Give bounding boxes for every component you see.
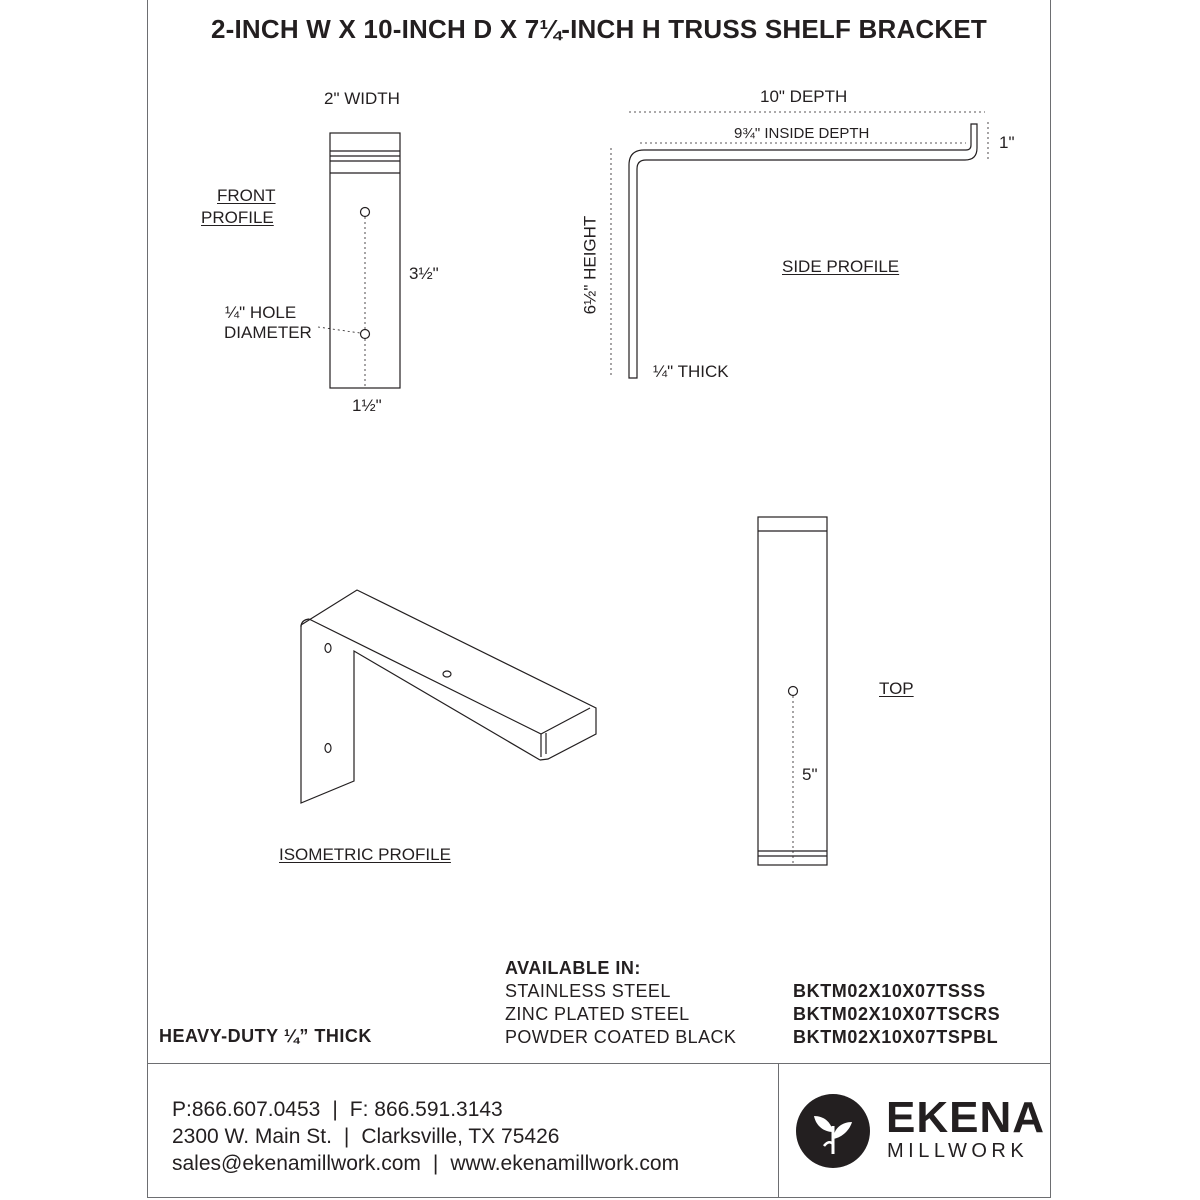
material-option: STAINLESS STEEL <box>505 981 671 1001</box>
top-view-drawing <box>758 517 827 865</box>
inside-depth-label: 9¾" INSIDE DEPTH <box>734 125 870 142</box>
separator: | <box>343 1125 350 1148</box>
thick-label: ¼" THICK <box>653 362 729 381</box>
side-profile-title: SIDE PROFILE <box>782 257 900 276</box>
footer-divider <box>147 1063 1051 1064</box>
product-code: BKTM02X10X07TSPBL <box>793 1027 999 1047</box>
hole-label-line2: DIAMETER <box>224 323 312 342</box>
page-title: 2-INCH W X 10-INCH D X 7¼-INCH H TRUSS SHELF BRACKET <box>210 14 988 44</box>
side-profile-drawing <box>611 112 988 378</box>
fax-number: F: 866.591.3143 <box>349 1098 503 1121</box>
city-address: Clarksville, TX 75426 <box>361 1125 560 1148</box>
product-code: BKTM02X10X07TSSS <box>793 981 986 1001</box>
availability-heading: AVAILABLE IN: <box>505 958 641 978</box>
front-width-label: 2" WIDTH <box>324 89 400 108</box>
contact-web-row <box>172 1152 679 1176</box>
street-address: 2300 W. Main St. <box>172 1125 332 1148</box>
lip-label: 1" <box>999 133 1015 152</box>
heavy-duty-label: HEAVY-DUTY ¼” THICK <box>159 1026 372 1046</box>
email-link[interactable]: sales@ekenamillwork.com <box>172 1152 421 1175</box>
hole-label-line1: ¼" HOLE <box>225 303 297 322</box>
front-profile-title-line1: FRONT <box>217 186 276 205</box>
material-option: ZINC PLATED STEEL <box>505 1004 690 1024</box>
front-profile-drawing <box>318 133 400 388</box>
ekena-leaf-logo-icon <box>794 1092 872 1170</box>
separator: | <box>432 1152 439 1175</box>
top-view-title: TOP <box>879 679 914 698</box>
brand-subtitle: MILLWORK <box>887 1140 1029 1162</box>
hole-spacing-label: 3½" <box>409 264 439 283</box>
front-profile-title-line2: PROFILE <box>201 208 274 227</box>
material-option: POWDER COATED BLACK <box>505 1027 737 1047</box>
website-link[interactable]: www.ekenamillwork.com <box>450 1152 680 1175</box>
product-code: BKTM02X10X07TSCRS <box>793 1004 1001 1024</box>
isometric-drawing <box>301 590 596 803</box>
depth-label: 10" DEPTH <box>760 87 848 106</box>
top-view-dim: 5" <box>802 765 818 784</box>
brand-name: EKENA <box>886 1093 1046 1142</box>
isometric-title: ISOMETRIC PROFILE <box>279 845 451 864</box>
contact-phone-row <box>172 1098 503 1122</box>
front-bottom-dim: 1½" <box>352 396 382 415</box>
phone-number[interactable]: P:866.607.0453 <box>172 1098 321 1121</box>
footer-vertical-divider <box>778 1063 779 1198</box>
separator: | <box>332 1098 338 1121</box>
height-label: 6½" HEIGHT <box>580 215 600 315</box>
contact-address-row <box>172 1125 559 1149</box>
